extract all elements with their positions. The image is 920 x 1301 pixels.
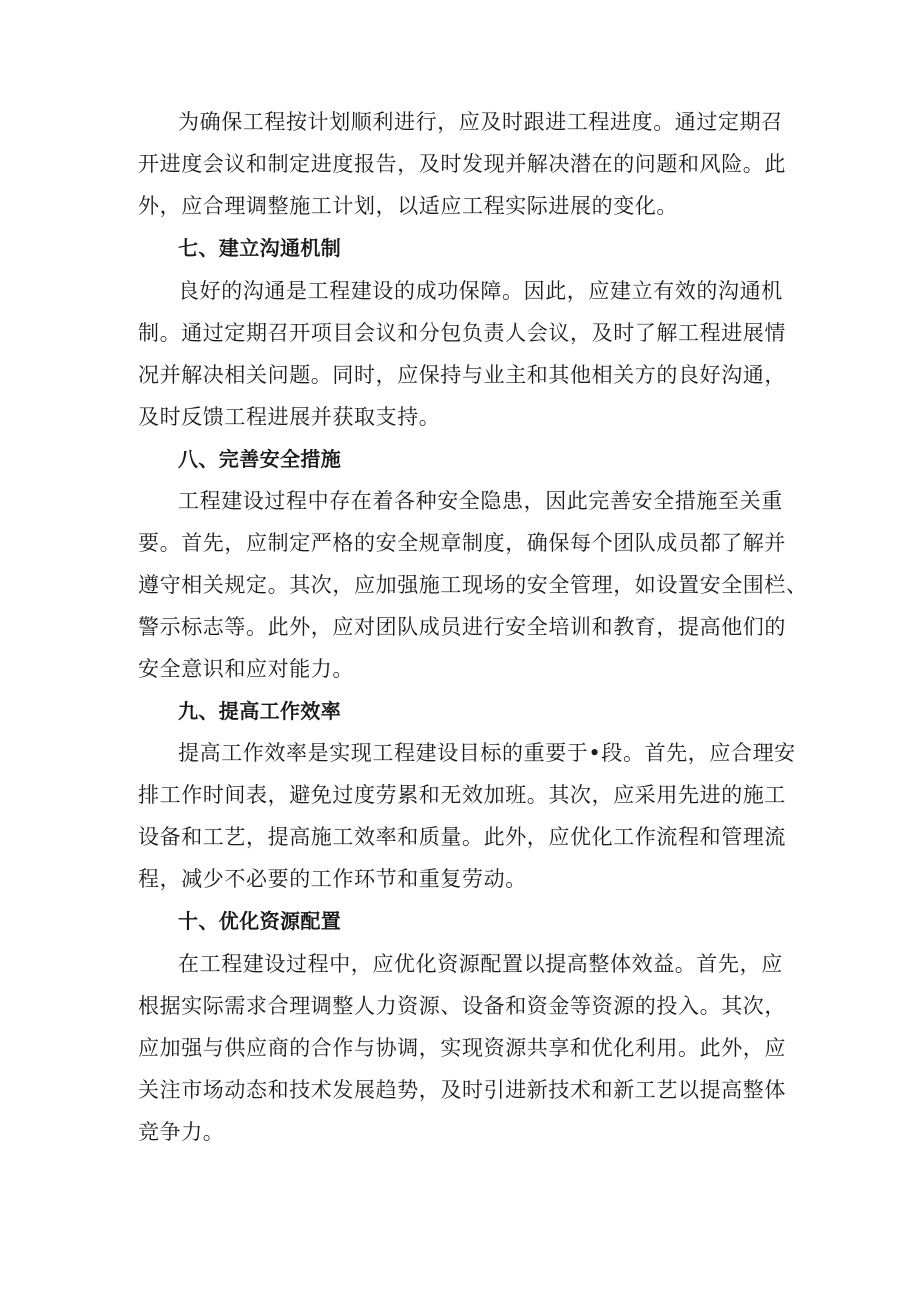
paragraph-line: 况并解决相关问题。同时，应保持与业主和其他相关方的良好沟通， <box>138 363 786 387</box>
section-heading: 八、完善安全措施 <box>178 447 342 471</box>
paragraph-line: 及时反馈工程进展并获取支持。 <box>138 405 441 429</box>
paragraph-line: 外，应合理调整施工计划，以适应工程实际进展的变化。 <box>138 194 678 218</box>
paragraph-line: 遵守相关规定。其次，应加强施工现场的安全管理，如设置安全围栏、 <box>138 573 808 597</box>
paragraph-line: 安全意识和应对能力。 <box>138 657 354 681</box>
paragraph-line: 程，减少不必要的工作环节和重复劳动。 <box>138 867 527 891</box>
paragraph-line: 制。通过定期召开项目会议和分包负责人会议，及时了解工程进展情 <box>138 321 786 345</box>
paragraph-line: 良好的沟通是工程建设的成功保障。因此，应建立有效的沟通机 <box>178 279 783 303</box>
paragraph-line: 排工作时间表，避免过度劳累和无效加班。其次，应采用先进的施工 <box>138 783 786 807</box>
paragraph-line: 要。首先，应制定严格的安全规章制度，确保每个团队成员都了解并 <box>138 531 786 555</box>
section-heading: 七、建立沟通机制 <box>178 236 342 260</box>
paragraph-line: 提高工作效率是实现工程建设目标的重要于•段。首先，应合理安 <box>178 741 796 765</box>
paragraph-line: 警示标志等。此外，应对团队成员进行安全培训和教育，提高他们的 <box>138 615 786 639</box>
paragraph-line: 设备和工艺，提高施工效率和质量。此外，应优化工作流程和管理流 <box>138 825 786 849</box>
paragraph-line: 为确保工程按计划顺利进行，应及时跟进工程进度。通过定期召 <box>178 110 783 134</box>
paragraph-line: 工程建设过程中存在着各种安全隐患，因此完善安全措施至关重 <box>178 489 783 513</box>
paragraph-line: 应加强与供应商的合作与协调，实现资源共享和优化利用。此外，应 <box>138 1036 786 1060</box>
paragraph-line: 在工程建设过程中，应优化资源配置以提高整体效益。首先，应 <box>178 952 783 976</box>
section-heading: 九、提高工作效率 <box>178 699 342 723</box>
paragraph-line: 开进度会议和制定进度报告，及时发现并解决潜在的问题和风险。此 <box>138 152 786 176</box>
section-heading: 十、优化资源配置 <box>178 909 342 933</box>
paragraph-line: 根据实际需求合理调整人力资源、设备和资金等资源的投入。其次， <box>138 994 786 1018</box>
paragraph-line: 竞争力。 <box>138 1120 225 1144</box>
paragraph-line: 关注市场动态和技术发展趋势，及时引进新技术和新工艺以提高整体 <box>138 1078 786 1102</box>
